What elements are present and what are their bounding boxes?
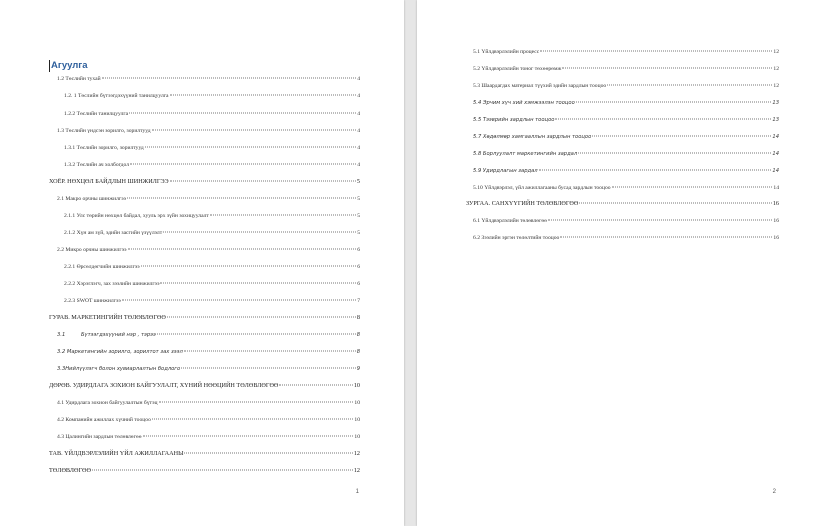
toc-heading-entry[interactable]: ДӨРӨВ. УДИРДЛАГА ЗОХИОН БАЙГУУЛАЛТ, ХҮНИЙ НӨӨЦИЙН ТӨЛӨВЛӨГӨӨ 10 (49, 382, 360, 389)
toc-entry[interactable]: 2.2.2 Хэрэглэгч, зах зээлийн шинжилгээ 6 (64, 281, 360, 287)
toc-entry[interactable]: 5.10 Үйлдвэрлэл, үйл ажиллагааны бусад зардлын тооцоо 14 (473, 185, 779, 191)
toc-entry[interactable]: 3.1 Бүтээгдэхүүний нэр , тэрээ 8 (57, 332, 360, 338)
page-number: 1 (355, 489, 359, 495)
toc-heading-entry[interactable]: ТАВ. ҮЙЛДВЭРЛЭЛИЙН ҮЙЛ АЖИЛЛАГААНЫ 12 (49, 450, 360, 457)
toc-entry[interactable]: 2.1 Макро орчны шинжилгээ 5 (57, 196, 360, 202)
toc-entry[interactable]: 5.4 Эрчим хүч хий хэмжээлэн тооцоо 13 (473, 100, 779, 106)
toc-entry[interactable]: 4.3 Цалингийн зардлын төлөвлөгөө 10 (57, 434, 360, 440)
toc-entry[interactable]: 2.2 Микро орчны шинжилгээ 6 (57, 247, 360, 253)
toc-entry[interactable]: 1.2.2 Төслийн танилцуулга 4 (64, 111, 360, 117)
toc-entry[interactable]: 2.2.3 SWOT шинжилгээ 7 (64, 298, 360, 304)
toc-entry[interactable]: 2.1.1 Улс төрийн нөхцөл байдал, хууль эрх зүйн зохицуулалт 5 (64, 213, 360, 219)
toc-entry[interactable]: 4.2 Компанийн ажиллах хүчний тооцоо 10 (57, 417, 360, 423)
toc-entry[interactable]: 5.3 Шаардагдах материал түүхий эдийн зардлын тооцоо 12 (473, 83, 779, 89)
toc-entry[interactable]: 5.9 Удирдлагын зардал 14 (473, 168, 779, 174)
toc-entry[interactable]: 1.2 Төслийн тухай 4 (57, 76, 360, 82)
toc-entry[interactable]: 3.2 Маркетингийн зорилго, зорилтот зах зээл 8 (57, 349, 360, 355)
toc-entry[interactable]: 6.2 Зээлийн эргэн төлөлтийн тооцоо 16 (473, 235, 779, 241)
page-number: 2 (772, 489, 776, 495)
toc-heading-entry[interactable]: ЗУРГАА. САНХҮҮГИЙН ТӨЛӨВЛӨГӨӨ 16 (466, 200, 779, 207)
toc-entry[interactable]: 1.3.1 Төслийн зорилго, зорилтууд 4 (64, 145, 360, 151)
toc-heading-entry[interactable]: ХОЁР. НӨХЦӨЛ БАЙДЛЫН ШИНЖИЛГЭЭ 5 (49, 178, 360, 185)
toc-heading-entry[interactable]: ГУРАВ. МАРКЕТИНГИЙН ТӨЛӨВЛӨГӨӨ 8 (49, 314, 360, 321)
toc-entry[interactable]: 5.8 Борлуулалт маркетингийн зардал 14 (473, 151, 779, 157)
toc-entry[interactable]: 5.2 Үйлдвэрлэлийн тоног төхөөрөмж 12 (473, 66, 779, 72)
toc-entry[interactable]: 1.3.2 Төслийн ач холбогдол 4 (64, 162, 360, 168)
toc-entry[interactable]: 5.5 Тээврийн зардлын тооцоо 13 (473, 117, 779, 123)
document-page-2 (417, 0, 822, 526)
toc-title[interactable]: Агуулга (51, 60, 88, 71)
toc-entry[interactable]: 4.1 Удирдлага зохион байгуулалтын бүтэц 10 (57, 400, 360, 406)
document-page-1 (0, 0, 404, 526)
toc-entry[interactable]: 2.2.1 Өрсөлдөгчийн шинжилгээ 6 (64, 264, 360, 270)
toc-entry[interactable]: 2.1.2 Хүн ам зүй, эдийн засгийн үзүүлэлт 5 (64, 230, 360, 236)
toc-entry[interactable]: 5.7 Хөдөлмөр хамгааллын зардлын тооцоо 14 (473, 134, 779, 140)
toc-heading-entry[interactable]: ТӨЛӨВЛӨГӨӨ 12 (49, 467, 360, 474)
toc-entry[interactable]: 6.1 Үйлдвэрлэлийн төлөвлөгөө 16 (473, 218, 779, 224)
toc-entry[interactable]: 1.2. 1 Төслийн бүтээгдэхүүний танилцуулга 4 (64, 93, 360, 99)
toc-entry[interactable]: 5.1 Үйлдвэрлэлийн процесс 12 (473, 49, 779, 55)
toc-entry[interactable]: 3.3Нийлүүлэгч болон хувиарлалтын бодлого 9 (57, 366, 360, 372)
toc-entry[interactable]: 1.3 Төслийн үндсэн зорилго, зорилтууд 4 (57, 128, 360, 134)
